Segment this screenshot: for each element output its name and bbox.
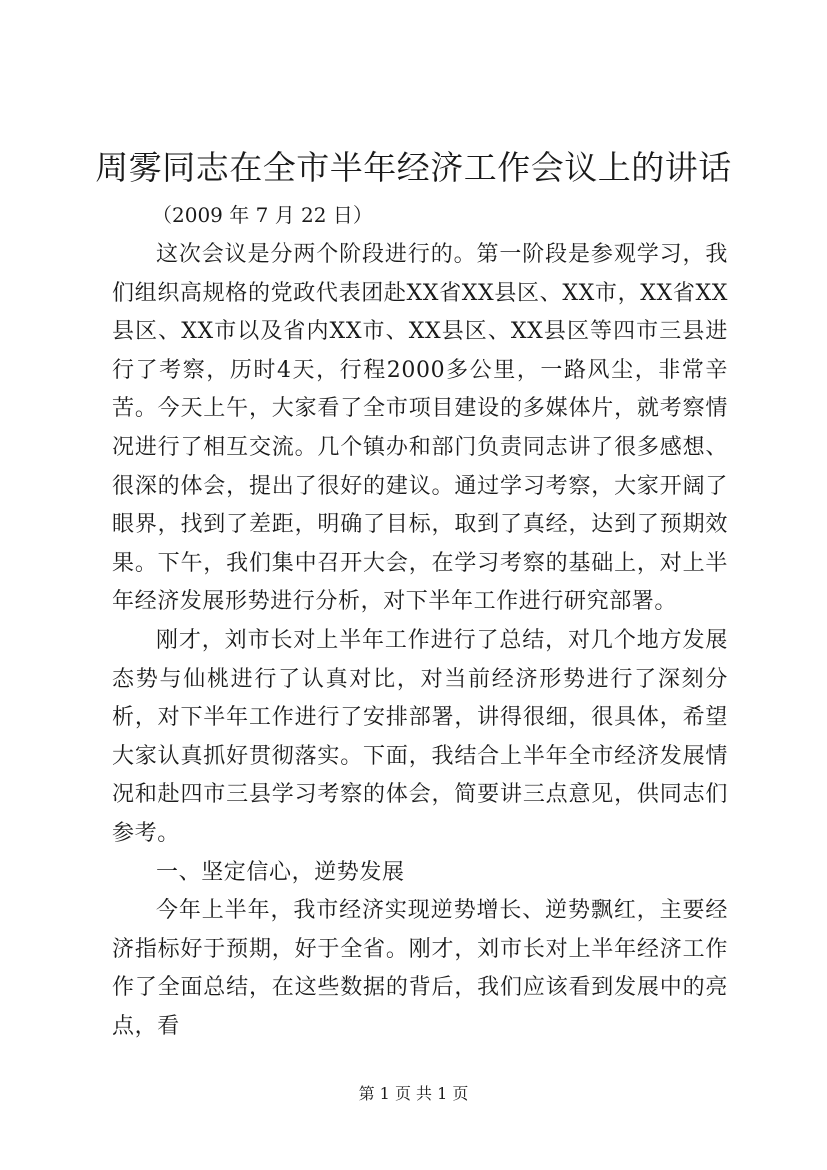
section-heading: 一、坚定信心，逆势发展 (156, 859, 405, 885)
speech-date: （2009 年 7 月 22 日） (152, 203, 373, 227)
body-paragraph-1: 这次会议是分两个阶段进行的。第一阶段是参观学习，我们组织高规格的党政代表团赴XX省XX县区、XX市，XX省XX县区、XX市以及省内XX市、XX县区、XX县区等四市三县进行了考察，历时4天，行程2000多公里，一路风尘，非常辛苦。今天上午，大家看了全市项目建设的多媒体片，就考察情况进行了相互交流。几个镇办和部门负责同志讲了很多感想、很深的体会，提出了很好的建议。通过学习考察，大家开阔了眼界，找到了差距，明确了目标，取到了真经，达到了预期效果。下午，我们集中召开大会，在学习考察的基础上，对上半年经济发展形势进行分析，对下半年工作进行研究部署。 (112, 242, 728, 615)
body-paragraph-2: 刚才，刘市长对上半年工作进行了总结，对几个地方发展态势与仙桃进行了认真对比，对当前经济形势进行了深刻分析，对下半年工作进行了安排部署，讲得很细，很具体，希望大家认真抓好贯彻落实。下面，我结合上半年全市经济发展情况和赴四市三县学习考察的体会，简要讲三点意见，供同志们参考。 (112, 627, 728, 846)
document-body (112, 236, 728, 1046)
section-paragraph: 今年上半年，我市经济实现逆势增长、逆势飘红，主要经济指标好于预期，好于全省。刚才，刘市长对上半年经济工作作了全面总结，在这些数据的背后，我们应该看到发展中的亮点，看 (112, 898, 728, 1039)
page-footer: 第 1 页 共 1 页 (358, 1084, 469, 1103)
page-title: 周雾同志在全市半年经济工作会议上的讲话 (95, 148, 732, 187)
